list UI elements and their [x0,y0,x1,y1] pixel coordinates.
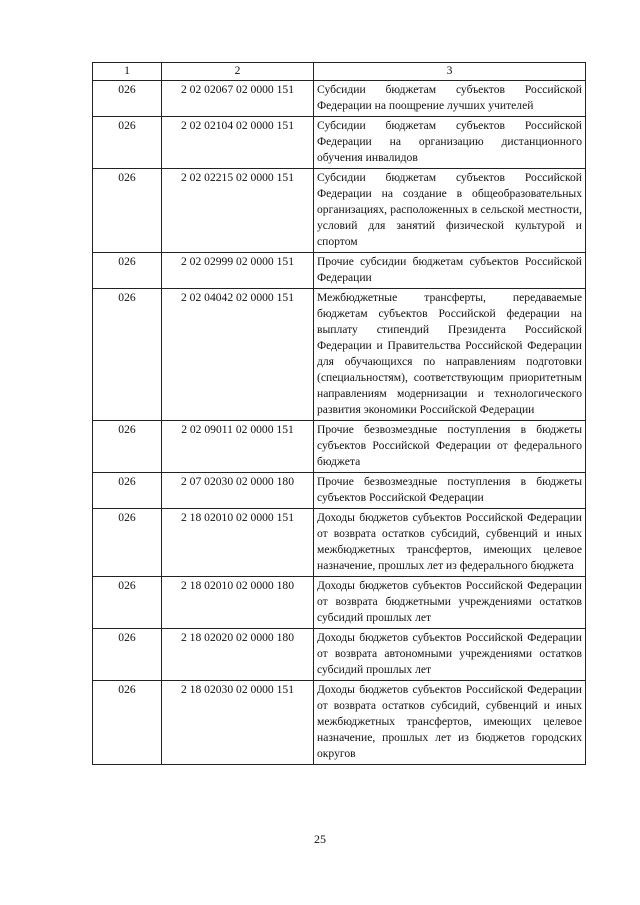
budget-code-cell: 2 18 02010 02 0000 151 [162,509,314,577]
budget-code-cell: 2 02 02215 02 0000 151 [162,169,314,253]
page-number: 25 [314,832,326,846]
budget-code-cell: 2 02 02104 02 0000 151 [162,117,314,169]
admin-code-cell: 026 [93,473,162,509]
admin-code-cell: 026 [93,253,162,289]
table-row [93,421,586,473]
budget-code-cell: 2 07 02030 02 0000 180 [162,473,314,509]
admin-code-cell: 026 [93,81,162,117]
table-header-row [93,63,586,81]
table-row [93,117,586,169]
description-cell: Доходы бюджетов субъектов Российской Федерации от возврата остатков субсидий, субвенций и иных межбюджетных трансфертов, имеющих целевое назначение, прошлых лет из бюджетов городских округов [314,681,586,765]
budget-code-cell: 2 02 02999 02 0000 151 [162,253,314,289]
budget-code-cell: 2 02 09011 02 0000 151 [162,421,314,473]
column-header-3: 3 [314,63,586,81]
table-row [93,81,586,117]
table-row [93,681,586,765]
table-row [93,473,586,509]
budget-code-cell: 2 02 02067 02 0000 151 [162,81,314,117]
description-cell: Субсидии бюджетам субъектов Российской Федерации на поощрение лучших учителей [314,81,586,117]
table-row [93,253,586,289]
column-header-1: 1 [93,63,162,81]
description-cell: Прочие безвозмездные поступления в бюджеты субъектов Российской Федерации от федерального бюджета [314,421,586,473]
admin-code-cell: 026 [93,577,162,629]
table-row [93,289,586,421]
description-cell: Доходы бюджетов субъектов Российской Федерации от возврата остатков субсидий, субвенций и иных межбюджетных трансфертов, имеющих целевое назначение, прошлых лет из федерального бюджета [314,509,586,577]
budget-code-cell: 2 18 02010 02 0000 180 [162,577,314,629]
admin-code-cell: 026 [93,169,162,253]
description-cell: Субсидии бюджетам субъектов Российской Федерации на организацию дистанционного обучения инвалидов [314,117,586,169]
description-cell: Субсидии бюджетам субъектов Российской Федерации на создание в общеобразовательных организациях, расположенных в сельской местности, условий для занятий физической культурой и спортом [314,169,586,253]
admin-code-cell: 026 [93,629,162,681]
description-cell: Прочие безвозмездные поступления в бюджеты субъектов Российской Федерации [314,473,586,509]
table-row [93,169,586,253]
description-cell: Доходы бюджетов субъектов Российской Федерации от возврата бюджетными учреждениями остатков субсидий прошлых лет [314,577,586,629]
table-row [93,509,586,577]
description-cell: Доходы бюджетов субъектов Российской Федерации от возврата автономными учреждениями остатков субсидий прошлых лет [314,629,586,681]
description-cell: Прочие субсидии бюджетам субъектов Российской Федерации [314,253,586,289]
admin-code-cell: 026 [93,509,162,577]
admin-code-cell: 026 [93,421,162,473]
admin-code-cell: 026 [93,681,162,765]
budget-code-cell: 2 02 04042 02 0000 151 [162,289,314,421]
admin-code-cell: 026 [93,289,162,421]
table-row [93,629,586,681]
budget-code-cell: 2 18 02020 02 0000 180 [162,629,314,681]
budget-codes-table [92,62,586,765]
admin-code-cell: 026 [93,117,162,169]
column-header-2: 2 [162,63,314,81]
table-row [93,577,586,629]
budget-code-cell: 2 18 02030 02 0000 151 [162,681,314,765]
description-cell: Межбюджетные трансферты, передаваемые бюджетам субъектов Российской федерации на выплату стипендий Президента Российской Федерации и Правительства Российской Федерации для обучающихся по направлениям подготовки (специальностям), соответствующим приоритетным направлениям модернизации и технологического развития экономики Российской Федерации [314,289,586,421]
